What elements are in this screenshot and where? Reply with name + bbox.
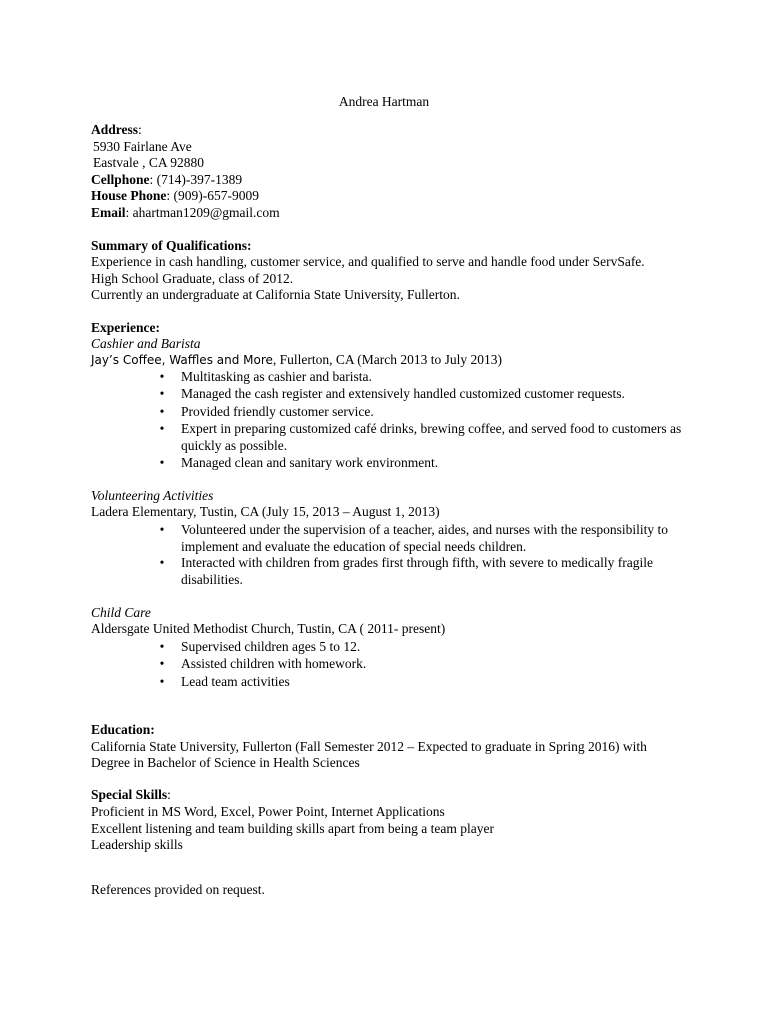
email-value: : ahartman1209@gmail.com <box>125 205 280 220</box>
bullet-icon: • <box>159 639 165 654</box>
email-label: Email <box>91 205 126 220</box>
references-note: References provided on request. <box>91 882 265 897</box>
bullet-icon: • <box>159 522 165 537</box>
address-row: Address: <box>91 122 142 137</box>
bullet-text: Supervised children ages 5 to 12. <box>181 639 361 654</box>
education-line: California State University, Fullerton (Fall Semester 2012 – Expected to graduate in Spring 2016) with <box>91 739 647 754</box>
bullet-text: Assisted children with homework. <box>181 656 367 671</box>
house-phone-label: House Phone <box>91 188 167 203</box>
summary-line: High School Graduate, class of 2012. <box>91 271 294 286</box>
bullet-text: Provided friendly customer service. <box>181 404 374 419</box>
address-line-1: 5930 Fairlane Ave <box>93 139 192 154</box>
skills-heading: Special Skills <box>91 787 168 802</box>
skills-line: Proficient in MS Word, Excel, Power Point, Internet Applications <box>91 804 445 819</box>
resume-name: Andrea Hartman <box>338 94 430 109</box>
email-row <box>91 205 280 222</box>
job-place: Aldersgate United Methodist Church, Tustin, CA ( 2011- present) <box>91 621 446 636</box>
skills-colon: : <box>167 787 171 802</box>
house-phone-row <box>91 188 259 205</box>
bullet-icon: • <box>159 386 165 401</box>
skills-line: Excellent listening and team building skills apart from being a team player <box>91 821 495 836</box>
job-title: Volunteering Activities <box>91 488 214 503</box>
bullet-text: Expert in preparing customized café drinks, brewing coffee, and served food to customers as quickly as possible. <box>181 421 682 453</box>
cellphone-label: Cellphone <box>91 172 150 187</box>
bullet-text: Volunteered under the supervision of a teacher, aides, and nurses with the responsibility to implement and evaluate the education of special needs children. <box>181 522 668 554</box>
summary-line: Experience in cash handling, customer service, and qualified to serve and handle food under ServSafe. <box>91 254 645 269</box>
job-place-detail: , Fullerton, CA (March 2013 to July 2013) <box>272 352 503 367</box>
summary-heading: Summary of Qualifications: <box>91 238 252 253</box>
bullet-icon: • <box>159 369 165 384</box>
experience-heading: Experience: <box>91 320 160 335</box>
cellphone-value: : (714)-397-1389 <box>149 172 243 187</box>
cellphone-row <box>91 172 242 189</box>
education-line: Degree in Bachelor of Science in Health Sciences <box>91 755 360 770</box>
bullet-text: Interacted with children from grades first through fifth, with severe to medically fragile disabilities. <box>181 555 653 587</box>
job-title: Cashier and Barista <box>91 336 201 351</box>
bullet-icon: • <box>159 421 165 436</box>
bullet-icon: • <box>159 674 165 689</box>
job-place <box>91 352 502 369</box>
address-label: Address <box>91 122 139 137</box>
bullet-icon: • <box>159 455 165 470</box>
skills-heading-row <box>91 787 171 804</box>
bullet-text: Multitasking as cashier and barista. <box>181 369 372 384</box>
job-place: Ladera Elementary, Tustin, CA (July 15, 2013 – August 1, 2013) <box>91 504 440 519</box>
job-place-name: Jay’s Coffee, Waffles and More <box>91 353 273 367</box>
education-heading: Education: <box>91 722 155 737</box>
bullet-icon: • <box>159 555 165 570</box>
bullet-icon: • <box>159 656 165 671</box>
bullet-text: Lead team activities <box>181 674 290 689</box>
summary-line: Currently an undergraduate at California State University, Fullerton. <box>91 287 460 302</box>
address-line-2: Eastvale , CA 92880 <box>93 155 204 170</box>
bullet-text: Managed clean and sanitary work environment. <box>181 455 439 470</box>
skills-line: Leadership skills <box>91 837 183 852</box>
bullet-icon: • <box>159 404 165 419</box>
job-title: Child Care <box>91 605 151 620</box>
bullet-text: Managed the cash register and extensively handled customized customer requests. <box>181 386 625 401</box>
house-phone-value: : (909)-657-9009 <box>166 188 259 203</box>
